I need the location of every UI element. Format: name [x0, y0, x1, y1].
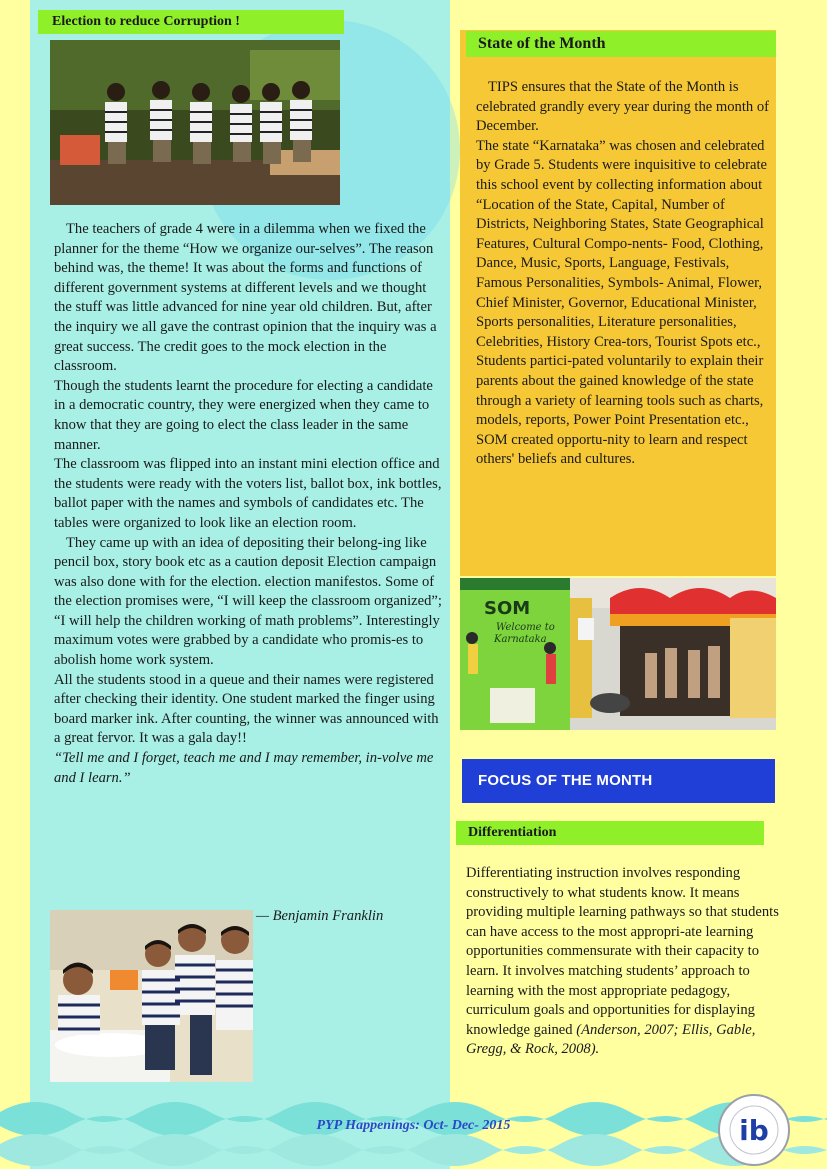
som-sign-line1: Welcome to	[496, 622, 555, 633]
differentiation-text	[466, 864, 780, 1060]
differentiation-citation: (Anderson, 2007; Ellis, Gable, Gregg, & Rock, 2008).	[466, 1021, 756, 1058]
paragraph: The state “Karnataka” was chosen and celebrated by Grade 5. Students were inquisitive to celebrate this school event by collecting information about “Location of the State, Capital, Number of Districts, Neighboring States, State Geographical Features, Cultural Compo-nents- Food, Clothing, Dance, Music, Sports, Language, Festivals, Famous Personalities, Symbols- Animal, Flower, Chief Minister, Governor, Educational Minister, Sports personalities, Literature personalities, Celebrities, History Crea-tors, Tourist Spots etc., Students partici-pated voluntarily to explain their parents about the gained knowledge of the state through a variety of learning tools such as charts, models, reports, Power Point Presentation etc., SOM created opportu-nity to learn and respect others' beliefs and cultures.	[476, 137, 767, 468]
election-article	[54, 220, 442, 788]
som-sign-line2: Karnataka	[494, 634, 547, 645]
som-sign-title: SOM	[484, 598, 531, 619]
som-exhibition-photo	[460, 578, 776, 730]
focus-of-month-banner: FOCUS OF THE MONTH	[462, 759, 775, 803]
state-of-month-article	[476, 78, 770, 470]
differentiation-body: Differentiating instruction involves responding constructively to what students know. It means providing multiple learning pathways so that students can have access to the most appropri-ate learning opportunities commensurate with their capacity to learn. It involves matching students’ approach to learning with the most appropriate pedagogy, curriculum goals and opportunities for displaying knowledge gained	[466, 865, 779, 1038]
paragraph: They came up with an idea of depositing their belong-ing like pencil box, story book etc as a caution deposit Election campaign was also done with for the election. election manifestos. Some of the election promises were, “I will keep the classroom organized”; “I will help the children working of math problems”. Interestingly maximum votes were grabbed by a candidate who promis-es to abolish home work system.	[54, 534, 442, 669]
paragraph: All the students stood in a queue and their names were registered after checking their identity. One student marked the finger using board marker ink. After counting, the winner was announced with a great fervor. It was a gala day!!	[54, 671, 439, 747]
state-of-month-heading: State of the Month	[466, 31, 776, 57]
quote: “Tell me and I forget, teach me and I may remember, in-volve me and I learn.”	[54, 750, 434, 786]
quote-attribution: — Benjamin Franklin	[256, 908, 384, 924]
paragraph: TIPS ensures that the State of the Month is celebrated grandly every year during the month of December.	[476, 79, 769, 135]
footer-caption: PYP Happenings: Oct- Dec- 2015	[316, 1118, 511, 1133]
paragraph: Though the students learnt the procedure for electing a candidate in a democratic country, they were energized when they came to know that they are going to elect the class leader in the same manner.	[54, 377, 433, 453]
paragraph: The classroom was flipped into an instant mini election office and the students were ready with the voters list, ballot box, ink bottles, ballot paper with the names and symbols of candidates etc. The tables were organized to look like an election room.	[54, 456, 442, 531]
election-heading: Election to reduce Corruption !	[38, 10, 344, 34]
differentiation-heading: Differentiation	[456, 821, 764, 845]
ib-logo-letters: ib	[739, 1114, 769, 1147]
ink-marking-photo	[50, 910, 253, 1082]
election-queue-photo	[50, 40, 340, 205]
ib-world-school-logo	[716, 1092, 792, 1168]
paragraph: The teachers of grade 4 were in a dilemma when we fixed the planner for the theme “How we organize our-selves”. The reason behind was, the theme! It was about the forms and functions of different government systems at different levels and we thought the stuff was little advanced for nine year old children. But, after the inquiry we all gave the contrast opinion that the inquiry was a great success. The credit goes to the mock election in the classroom.	[54, 221, 437, 375]
